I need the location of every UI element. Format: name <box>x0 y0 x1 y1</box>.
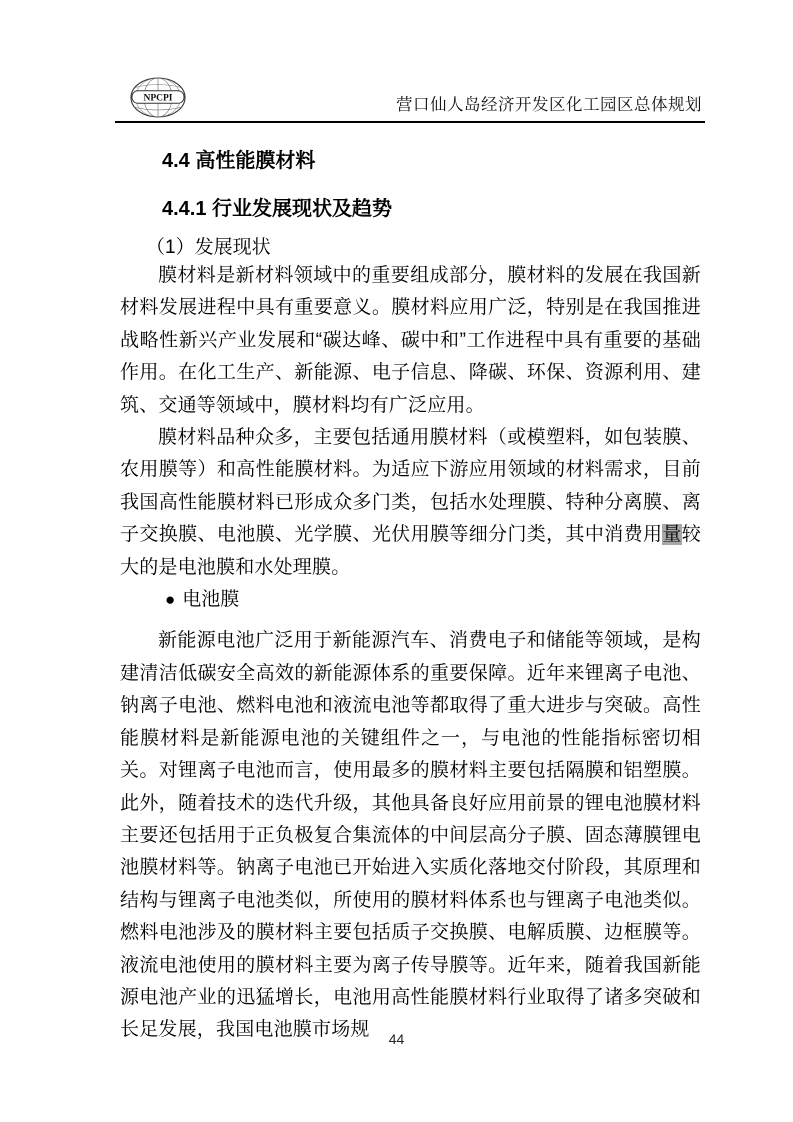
page-number: 44 <box>388 1031 405 1047</box>
numbered-subheading: （1）发展现状 <box>146 237 271 258</box>
globe-icon <box>129 76 187 119</box>
paragraph-1: 膜材料是新材料领域中的重要组成部分，膜材料的发展在我国新材料发展进程中具有重要意义。膜材料应用广泛，特别是在我国推进战略性新兴产业发展和“碳达峰、碳中和”工作进程中具有重要的基础作用。在化工生产、新能源、电子信息、降碳、环保、资源利用、建筑、交通等领域中，膜材料均有广泛应用。 <box>120 265 701 416</box>
paragraph-2-text-after: 较大的是电池膜和水处理膜。 <box>120 524 701 578</box>
paragraph-2 <box>120 422 701 584</box>
bullet-item <box>120 584 701 616</box>
bullet-label: 电池膜 <box>182 589 240 611</box>
bullet-icon: ● <box>165 590 176 610</box>
section-heading: 4.4 高性能膜材料 <box>162 150 316 172</box>
logo-text: NPCPI <box>143 93 173 104</box>
document-body <box>120 140 701 1047</box>
subsection-heading: 4.4.1 行业发展现状及趋势 <box>162 198 393 220</box>
page-footer <box>0 1031 793 1047</box>
paragraph-3: 新能源电池广泛用于新能源汽车、消费电子和储能等领域，是构建清洁低碳安全高效的新能源体系的重要保障。近年来锂离子电池、钠离子电池、燃料电池和液流电池等都取得了重大进步与突破。高性能膜材料是新能源电池的关键组件之一，与电池的性能指标密切相关。对锂离子电池而言，使用最多的膜材料主要包括隔膜和铝塑膜。此外，随着技术的迭代升级，其他具备良好应用前景的锂电池膜材料主要还包括用于正负极复合集流体的中间层高分子膜、固态薄膜锂电池膜材料等。钠离子电池已开始进入实质化落地交付阶段，其原理和结构与锂离子电池类似，所使用的膜材料体系也与锂离子电池类似。燃料电池涉及的膜材料主要包括质子交换膜、电解质膜、边框膜等。液流电池使用的膜材料主要为离子传导膜等。近年来，随着我国新能源电池产业的迅猛增长，电池用高性能膜材料行业取得了诸多突破和长足发展，我国电池膜市场规 <box>120 630 701 1041</box>
highlighted-character: 量 <box>662 524 682 546</box>
header-rule <box>115 121 705 123</box>
paragraph-2-text-before: 膜材料品种众多，主要包括通用膜材料（或模塑料，如包装膜、农用膜等）和高性能膜材料。为适应下游应用领域的材料需求，目前我国高性能膜材料已形成众多门类，包括水处理膜、特种分离膜、离子交换膜、电池膜、光学膜、光伏用膜等细分门类，其中消费用 <box>120 427 701 546</box>
npcpi-logo <box>129 76 187 119</box>
header-title: 营口仙人岛经济开发区化工园区总体规划 <box>396 95 702 114</box>
